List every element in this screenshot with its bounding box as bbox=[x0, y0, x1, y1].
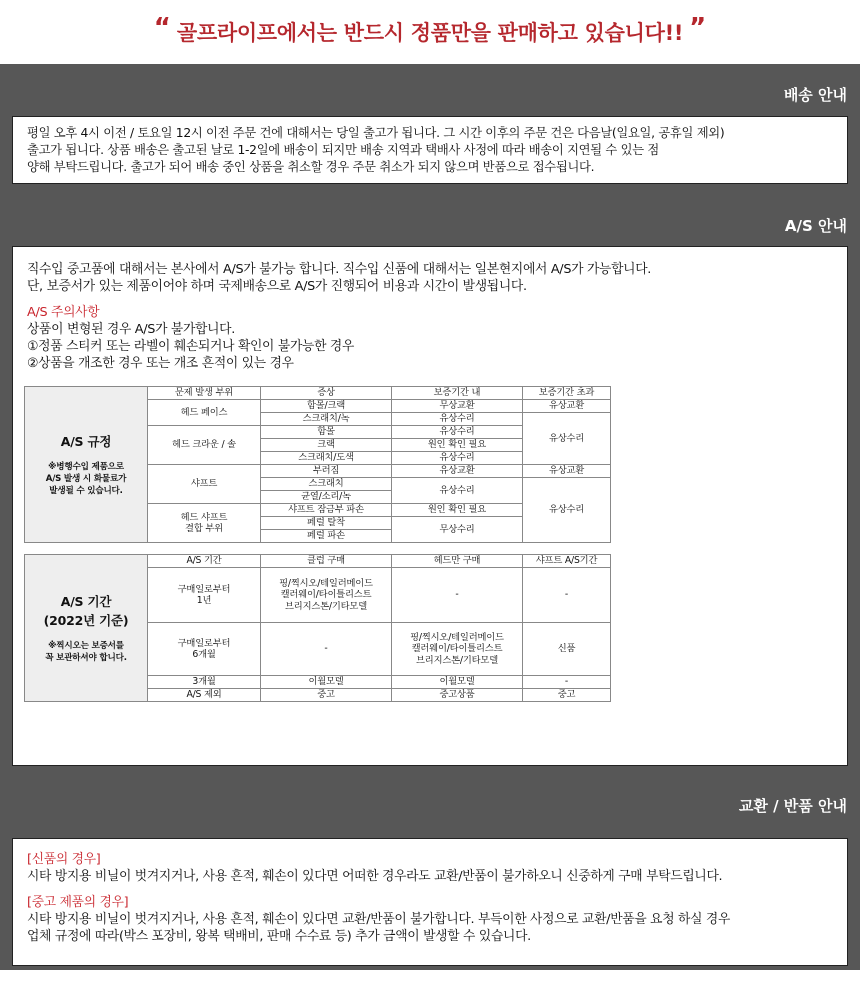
shaft-cell: 중고 bbox=[523, 689, 611, 702]
as-section bbox=[0, 204, 860, 774]
table-header: 증상 bbox=[261, 387, 392, 400]
shipping-box bbox=[12, 116, 848, 184]
head-cell: 이월모델 bbox=[392, 676, 523, 689]
shaft-cell: - bbox=[523, 676, 611, 689]
part-cell: 헤드 크라운 / 솔 bbox=[148, 426, 261, 465]
cell-line: 브리지스톤/기타모델 bbox=[416, 654, 498, 666]
in-warranty-cell: 유상수리 bbox=[392, 426, 523, 439]
as-rules-side-title: A/S 규정 bbox=[60, 434, 112, 449]
as-caution-title: A/S 주의사항 bbox=[27, 305, 100, 320]
club-cell: 이월모델 bbox=[261, 676, 392, 689]
genuine-banner bbox=[0, 0, 860, 64]
shipping-title: 배송 안내 bbox=[783, 86, 847, 104]
cell-line: 브리지스톤/기타모델 bbox=[285, 600, 367, 612]
returns-box bbox=[12, 838, 848, 966]
table-header: A/S 기간 bbox=[148, 555, 261, 568]
table-header: 보증기간 초과 bbox=[523, 387, 611, 400]
shipping-line: 양해 부탁드립니다. 출고가 되어 배송 중인 상품을 취소할 경우 주문 취소가 되지 않으며 반품으로 접수됩니다. bbox=[27, 160, 595, 174]
club-cell: 중고 bbox=[261, 689, 392, 702]
returns-used-line: 시타 방지용 비닐이 벗겨지거나, 사용 흔적, 훼손이 있다면 교환/반품이 불가합니다. 부득이한 사정으로 교환/반품을 요청 하실 경우 bbox=[27, 912, 731, 927]
banner-text: 골프라이프에서는 반드시 정품만을 판매하고 있습니다!! bbox=[176, 21, 684, 45]
returns-new-text: 시타 방지용 비닐이 벗겨지거나, 사용 흔적, 훼손이 있다면 어떠한 경우라도 교환/반품이 불가하오니 신중하게 구매 부탁드립니다. bbox=[27, 869, 723, 884]
open-quote-mark: “ bbox=[153, 13, 171, 43]
note-line: ※찍시오는 보증서를 bbox=[48, 641, 124, 651]
as-period-side bbox=[25, 555, 148, 702]
as-caution-line: ②상품을 개조한 경우 또는 개조 흔적이 있는 경우 bbox=[27, 356, 294, 371]
symptom-cell: 스크래치/도색 bbox=[261, 452, 392, 465]
as-period-table bbox=[24, 554, 611, 702]
cell-line: 구매일로부터 bbox=[177, 583, 231, 595]
symptom-cell: 함몰 bbox=[261, 426, 392, 439]
period-cell bbox=[148, 623, 261, 676]
part-cell: 헤드 페이스 bbox=[148, 400, 261, 426]
period-cell bbox=[148, 568, 261, 623]
as-intro-line: 직수입 중고품에 대해서는 본사에서 A/S가 불가능 합니다. 직수입 신품에 대해서는 일본현지에서 A/S가 가능합니다. bbox=[27, 262, 652, 277]
as-intro-line: 단, 보증서가 있는 제품이어야 하며 국제배송으로 A/S가 진행되어 비용과 시간이 발생됩니다. bbox=[27, 279, 527, 294]
head-cell bbox=[392, 623, 523, 676]
close-quote-mark: ” bbox=[689, 13, 707, 43]
as-rules-side-note bbox=[27, 461, 145, 497]
table-header: 클럽 구매 bbox=[261, 555, 392, 568]
over-warranty-cell: 유상교환 bbox=[523, 400, 611, 413]
in-warranty-cell: 유상수리 bbox=[392, 478, 523, 504]
as-rules-table bbox=[24, 386, 611, 543]
shipping-line: 평일 오후 4시 이전 / 토요일 12시 이전 주문 건에 대해서는 당일 출고가 됩니다. 그 시간 이후의 주문 건은 다음날(일요일, 공휴일 제외) bbox=[27, 126, 725, 140]
symptom-cell: 부러짐 bbox=[261, 465, 392, 478]
returns-used-title: [중고 제품의 경우] bbox=[27, 895, 129, 910]
cell-line: 구매일로부터 bbox=[177, 637, 231, 649]
as-rules-side bbox=[25, 387, 148, 543]
shipping-section bbox=[0, 64, 860, 204]
table-header: 문제 발생 부위 bbox=[148, 387, 261, 400]
as-caution-line: ①정품 스티커 또는 라벨이 훼손되거나 확인이 불가능한 경우 bbox=[27, 339, 355, 354]
as-caution-line: 상품이 변형된 경우 A/S가 불가합니다. bbox=[27, 322, 235, 337]
as-box bbox=[12, 246, 848, 766]
symptom-cell: 함몰/크랙 bbox=[261, 400, 392, 413]
part-cell bbox=[148, 504, 261, 543]
note-line: 꼭 보관하셔야 합니다. bbox=[45, 653, 127, 663]
as-period-side-note bbox=[27, 640, 145, 664]
period-cell: 3개월 bbox=[148, 676, 261, 689]
symptom-cell: 샤프트 잠금부 파손 bbox=[261, 504, 392, 517]
note-line: A/S 발생 시 화물료가 bbox=[45, 474, 127, 484]
in-warranty-cell: 원인 확인 필요 bbox=[392, 504, 523, 517]
table-row bbox=[25, 387, 611, 400]
cell-line: 캘러웨이/타이틀리스트 bbox=[411, 643, 503, 655]
cell-line: 1년 bbox=[196, 595, 212, 606]
part-cell: 샤프트 bbox=[148, 465, 261, 504]
over-warranty-cell: 유상수리 bbox=[523, 478, 611, 543]
club-cell bbox=[261, 568, 392, 623]
over-warranty-cell: 유상수리 bbox=[523, 413, 611, 465]
in-warranty-cell: 무상교환 bbox=[392, 400, 523, 413]
part-line: 헤드 샤프트 bbox=[180, 511, 228, 523]
shipping-line: 출고가 됩니다. 상품 배송은 출고된 날로 1-2일에 배송이 되지만 배송 지역과 택배사 사정에 따라 배송이 지연될 수 있는 점 bbox=[27, 143, 659, 157]
note-line: 발생될 수 있습니다. bbox=[49, 486, 123, 496]
club-cell: - bbox=[261, 623, 392, 676]
as-title: A/S 안내 bbox=[784, 217, 847, 235]
in-warranty-cell: 유상교환 bbox=[392, 465, 523, 478]
table-header: 헤드만 구매 bbox=[392, 555, 523, 568]
symptom-cell: 스크래치 bbox=[261, 478, 392, 491]
in-warranty-cell: 유상수리 bbox=[392, 413, 523, 426]
returns-new-title: [신품의 경우] bbox=[27, 852, 101, 867]
cell-line: 6개월 bbox=[192, 649, 216, 660]
in-warranty-cell: 유상수리 bbox=[392, 452, 523, 465]
cell-line: 핑/찍시오/테일러메이드 bbox=[279, 577, 373, 589]
title-line: (2022년 기준) bbox=[43, 613, 129, 628]
symptom-cell: 페럴 탈착 bbox=[261, 517, 392, 530]
shaft-cell: 신품 bbox=[523, 623, 611, 676]
in-warranty-cell: 원인 확인 필요 bbox=[392, 439, 523, 452]
returns-title: 교환 / 반품 안내 bbox=[738, 797, 847, 815]
symptom-cell: 크랙 bbox=[261, 439, 392, 452]
returns-used-line: 업체 규정에 따라(박스 포장비, 왕복 택배비, 판매 수수료 등) 추가 금액이 발생할 수 있습니다. bbox=[27, 929, 531, 944]
table-row bbox=[25, 555, 611, 568]
symptom-cell: 페럴 파손 bbox=[261, 530, 392, 543]
over-warranty-cell: 유상교환 bbox=[523, 465, 611, 478]
table-header: 보증기간 내 bbox=[392, 387, 523, 400]
cell-line: 캘러웨이/타이틀리스트 bbox=[280, 589, 372, 601]
table-header: 샤프트 A/S기간 bbox=[523, 555, 611, 568]
shaft-cell: - bbox=[523, 568, 611, 623]
symptom-cell: 균열/소리/녹 bbox=[261, 491, 392, 504]
title-line: A/S 기간 bbox=[60, 594, 112, 609]
head-cell: - bbox=[392, 568, 523, 623]
period-cell: A/S 제외 bbox=[148, 689, 261, 702]
as-period-side-title bbox=[27, 592, 145, 630]
returns-section bbox=[0, 774, 860, 970]
in-warranty-cell: 무상수리 bbox=[392, 517, 523, 543]
symptom-cell: 스크래치/녹 bbox=[261, 413, 392, 426]
part-line: 결합 부위 bbox=[185, 523, 223, 534]
note-line: ※병행수입 제품으로 bbox=[48, 462, 124, 472]
cell-line: 핑/찍시오/테일러메이드 bbox=[410, 631, 504, 643]
head-cell: 중고상품 bbox=[392, 689, 523, 702]
